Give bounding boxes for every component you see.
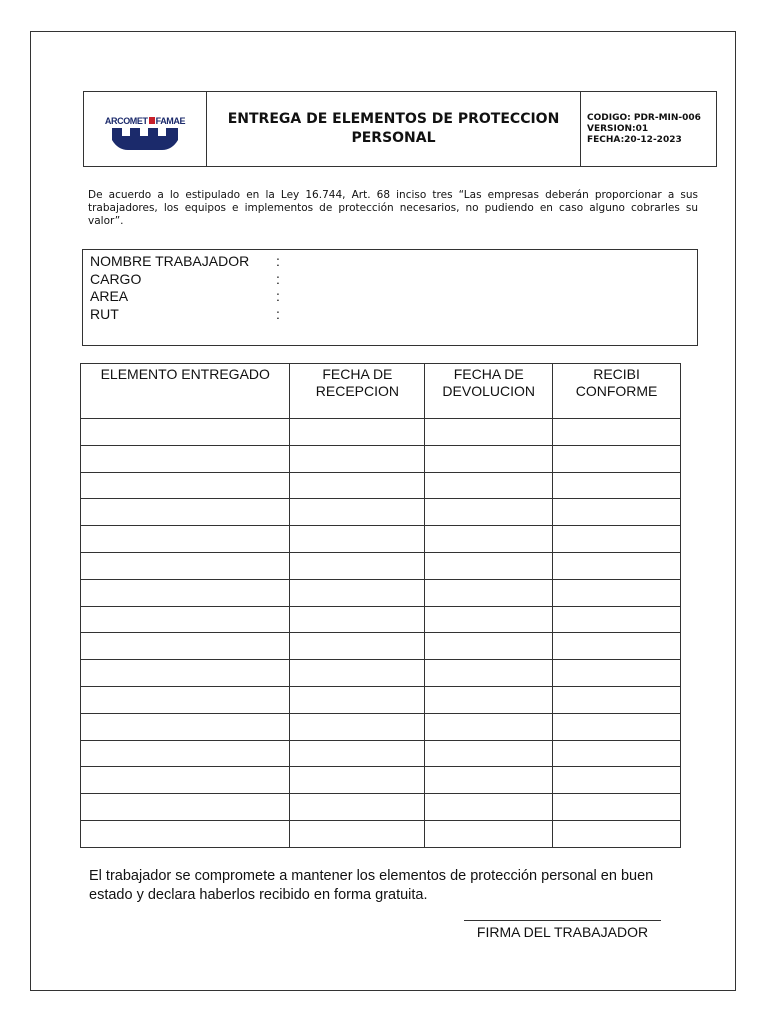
table-cell[interactable] <box>290 633 425 660</box>
table-row <box>81 660 681 687</box>
table-cell[interactable] <box>425 579 553 606</box>
table-cell[interactable] <box>81 445 290 472</box>
table-cell[interactable] <box>81 713 290 740</box>
worker-field-label: CARGO <box>90 270 142 287</box>
table-cell[interactable] <box>553 445 681 472</box>
table-cell[interactable] <box>553 686 681 713</box>
column-header <box>553 364 681 419</box>
table-cell[interactable] <box>290 767 425 794</box>
table-row <box>81 526 681 553</box>
table-row <box>81 740 681 767</box>
table-cell[interactable] <box>553 820 681 847</box>
table-cell[interactable] <box>81 552 290 579</box>
table-cell[interactable] <box>425 633 553 660</box>
table-cell[interactable] <box>553 526 681 553</box>
table-row <box>81 767 681 794</box>
table-cell[interactable] <box>81 686 290 713</box>
table-cell[interactable] <box>425 686 553 713</box>
table-cell[interactable] <box>290 579 425 606</box>
column-header-line1: RECIBI <box>593 366 640 382</box>
table-cell[interactable] <box>425 552 553 579</box>
table-cell[interactable] <box>290 526 425 553</box>
worker-field-sep: : <box>276 270 280 287</box>
table-row <box>81 713 681 740</box>
table-cell[interactable] <box>81 794 290 821</box>
column-header-line2: DEVOLUCION <box>442 383 535 399</box>
table-row <box>81 579 681 606</box>
worker-field-row[interactable] <box>90 271 697 289</box>
table-row <box>81 633 681 660</box>
table-row <box>81 419 681 446</box>
table-cell[interactable] <box>553 419 681 446</box>
table-cell[interactable] <box>425 740 553 767</box>
table-cell[interactable] <box>425 499 553 526</box>
table-row <box>81 686 681 713</box>
signature-label: FIRMA DEL TRABAJADOR <box>476 924 649 940</box>
worker-field-label: RUT <box>90 305 119 322</box>
table-cell[interactable] <box>553 767 681 794</box>
table-cell[interactable] <box>290 660 425 687</box>
table-cell[interactable] <box>290 445 425 472</box>
column-header-line2: RECEPCION <box>315 383 399 399</box>
logo-text-right: FAMAE <box>155 116 186 126</box>
table-cell[interactable] <box>290 552 425 579</box>
table-cell[interactable] <box>425 445 553 472</box>
document-date: FECHA:20-12-2023 <box>587 134 682 145</box>
table-cell[interactable] <box>81 820 290 847</box>
table-row <box>81 499 681 526</box>
table-row <box>81 794 681 821</box>
table-cell[interactable] <box>425 472 553 499</box>
document-title: ENTREGA DE ELEMENTOS DE PROTECCION PERSONAL <box>207 92 581 166</box>
castle-icon <box>112 128 178 150</box>
column-header-line1: FECHA DE <box>453 366 524 382</box>
table-cell[interactable] <box>290 606 425 633</box>
table-row <box>81 445 681 472</box>
document-code: CODIGO: PDR-MIN-006 <box>587 112 701 123</box>
table-cell[interactable] <box>425 820 553 847</box>
worker-field-label: AREA <box>90 288 129 304</box>
table-cell[interactable] <box>425 606 553 633</box>
table-cell[interactable] <box>553 713 681 740</box>
table-cell[interactable] <box>81 499 290 526</box>
table-cell[interactable] <box>425 419 553 446</box>
items-table-body <box>81 419 681 848</box>
table-cell[interactable] <box>81 660 290 687</box>
table-cell[interactable] <box>290 820 425 847</box>
logo-text-left: ARCOMET <box>104 116 148 126</box>
table-cell[interactable] <box>553 606 681 633</box>
worker-field-sep: : <box>276 253 280 269</box>
company-logo <box>84 92 207 166</box>
column-header <box>81 364 290 419</box>
worker-field-label: NOMBRE TRABAJADOR <box>90 253 250 269</box>
table-row <box>81 606 681 633</box>
table-cell[interactable] <box>81 526 290 553</box>
worker-field-sep: : <box>276 288 280 304</box>
table-cell[interactable] <box>81 740 290 767</box>
table-cell[interactable] <box>553 740 681 767</box>
document-version: VERSION:01 <box>587 123 649 134</box>
worker-field-row[interactable] <box>90 288 697 306</box>
table-cell[interactable] <box>290 472 425 499</box>
worker-field-row[interactable] <box>90 253 697 271</box>
column-header <box>290 364 425 419</box>
worker-info-box <box>82 249 698 346</box>
document-meta <box>581 92 716 166</box>
table-cell[interactable] <box>81 767 290 794</box>
table-cell[interactable] <box>553 472 681 499</box>
table-cell[interactable] <box>425 713 553 740</box>
signature-line[interactable] <box>464 920 661 921</box>
table-cell[interactable] <box>425 660 553 687</box>
column-header-line1: ELEMENTO ENTREGADO <box>100 366 270 382</box>
table-cell[interactable] <box>553 552 681 579</box>
table-cell[interactable] <box>81 579 290 606</box>
table-cell[interactable] <box>553 794 681 821</box>
document-header <box>83 91 717 167</box>
table-cell[interactable] <box>81 606 290 633</box>
table-cell[interactable] <box>425 794 553 821</box>
table-cell[interactable] <box>553 633 681 660</box>
table-cell[interactable] <box>290 740 425 767</box>
table-cell[interactable] <box>425 767 553 794</box>
logo-wordmark <box>84 116 206 126</box>
commitment-statement: El trabajador se compromete a mantener los elementos de protección personal en buen estado y declara haberlos recibido en forma gratuita. <box>89 868 654 903</box>
table-cell[interactable] <box>290 686 425 713</box>
table-cell[interactable] <box>553 579 681 606</box>
column-header-line2: CONFORME <box>575 383 658 399</box>
table-row <box>81 472 681 499</box>
items-table <box>80 363 681 848</box>
table-cell[interactable] <box>290 419 425 446</box>
table-cell[interactable] <box>290 713 425 740</box>
table-cell[interactable] <box>81 472 290 499</box>
table-cell[interactable] <box>553 499 681 526</box>
table-cell[interactable] <box>81 419 290 446</box>
worker-field-sep: : <box>276 305 280 322</box>
column-header-line1: FECHA DE <box>322 366 393 382</box>
table-cell[interactable] <box>290 499 425 526</box>
table-cell[interactable] <box>553 660 681 687</box>
table-row <box>81 552 681 579</box>
column-header <box>425 364 553 419</box>
table-cell[interactable] <box>425 526 553 553</box>
legal-intro-paragraph: De acuerdo a lo estipulado en la Ley 16.744, Art. 68 inciso tres “Las empresas deberán proporcionar a sus trabajadores, los equipos e implementos de protección necesarios, no pudiendo en caso alguno cobrarles su valor”. <box>88 189 698 227</box>
table-header-row <box>81 364 681 419</box>
table-cell[interactable] <box>290 794 425 821</box>
table-row <box>81 820 681 847</box>
worker-field-row[interactable] <box>90 306 697 324</box>
table-cell[interactable] <box>81 633 290 660</box>
